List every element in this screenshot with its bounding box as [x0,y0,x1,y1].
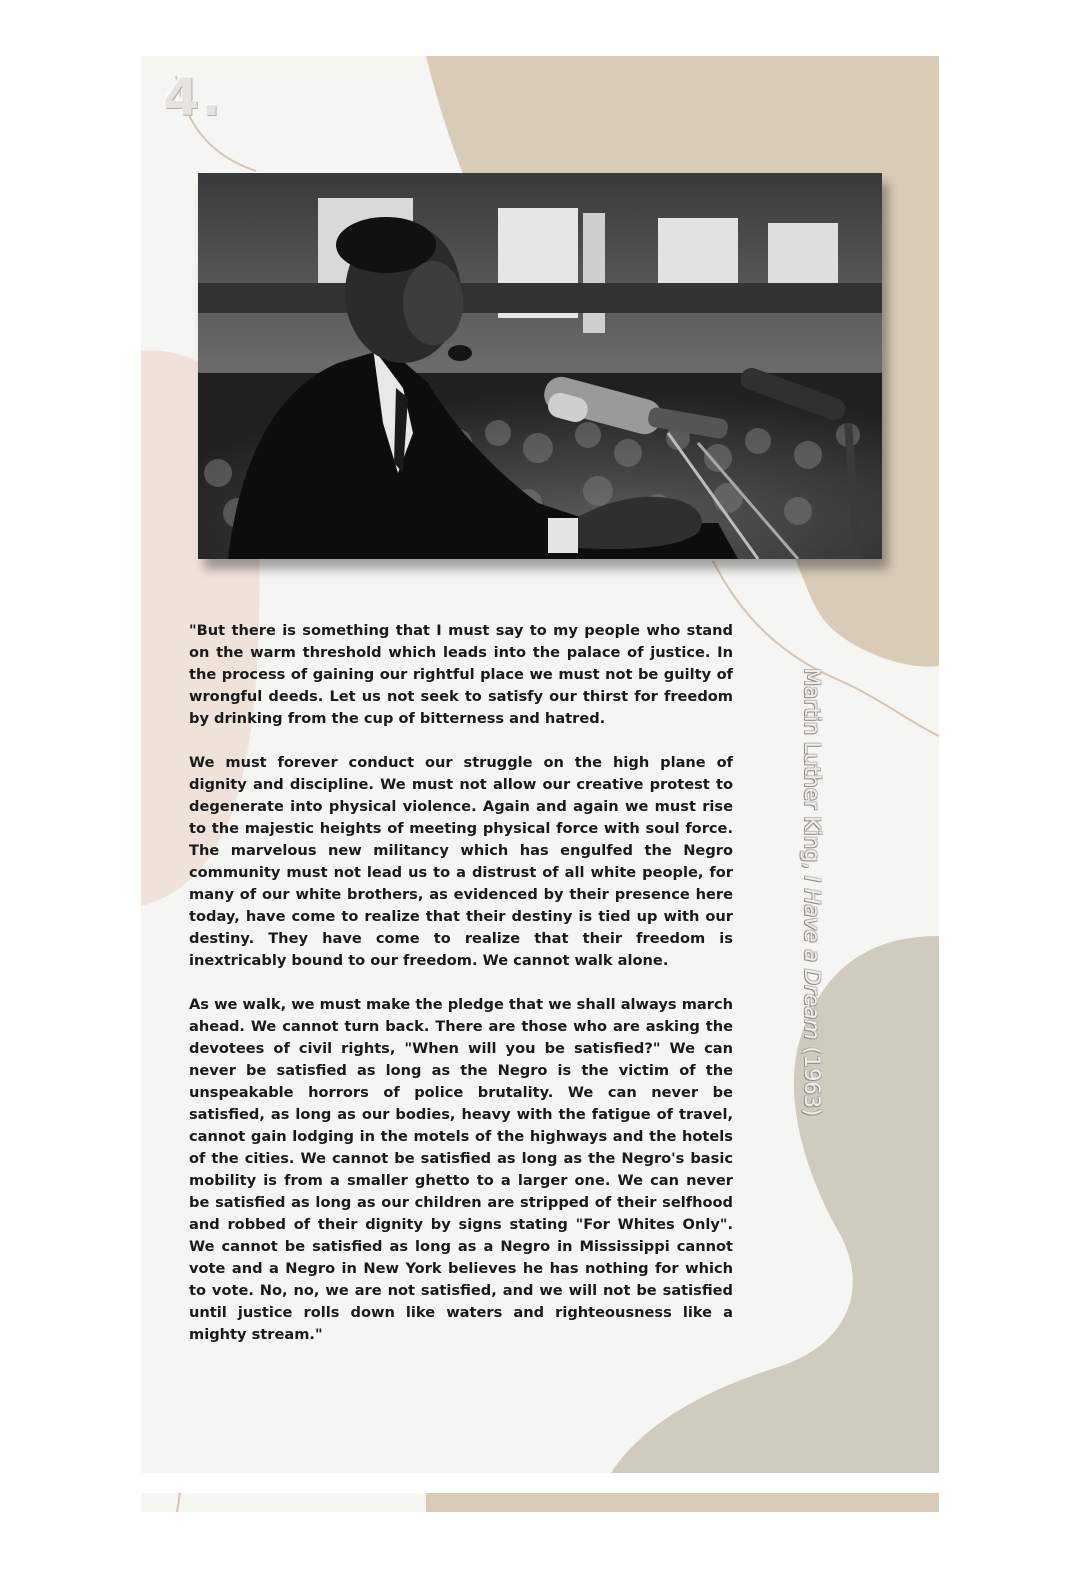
document-page [141,56,939,1473]
quote-paragraph-1: "But there is something that I must say to my people who stand on the warm threshold which leads into the palace of justice. In the process of gaining our rightful place we must not be guilty of wrongful deeds. Let us not seek to satisfy our thirst for freedom by drinking from the cup of bitterness and hatred. [189,622,733,727]
attribution-year: (1963) [800,1039,824,1117]
next-page-edge [141,1493,939,1512]
speaker-photo [198,173,882,559]
speech-quote [189,620,733,1368]
photo-image [198,173,882,559]
page-number: 4. [163,68,223,128]
attribution-author: Martin Luther King, [800,668,824,876]
next-page-preview [141,1493,939,1512]
quote-paragraph-3: As we walk, we must make the pledge that we shall always march ahead. We cannot turn back. There are those who are asking the devotees of civil rights, "When will you be satisfied?" We can never be satisfied as long as the Negro is the victim of the unspeakable horrors of police brutality. We can never be satisfied, as long as our bodies, heavy with the fatigue of travel, cannot gain lodging in the motels of the highways and the hotels of the cities. We cannot be satisfied as long as the Negro's basic mobility is from a smaller ghetto to a larger one. We can never be satisfied as long as our children are stripped of their selfhood and robbed of their dignity by signs stating "For Whites Only". We cannot be satisfied as long as a Negro in Mississippi cannot vote and a Negro in New York believes he has nothing for which to vote. No, no, we are not satisfied, and we will not be satisfied until justice rolls down like waters and righteousness like a mighty stream." [189,996,733,1343]
quote-attribution [797,668,827,1198]
attribution-title: I Have a Dream [800,875,824,1040]
quote-paragraph-2: We must forever conduct our struggle on the high plane of dignity and discipline. We must not allow our creative protest to degenerate into physical violence. Again and again we must rise to the majestic heights of meeting physical force with soul force. The marvelous new militancy which has engulfed the Negro community must not lead us to a distrust of all white people, for many of our white brothers, as evidenced by their presence here today, have come to realize that their destiny is tied up with our destiny. They have come to realize that their freedom is inextricably bound to our freedom. We cannot walk alone. [189,754,733,969]
